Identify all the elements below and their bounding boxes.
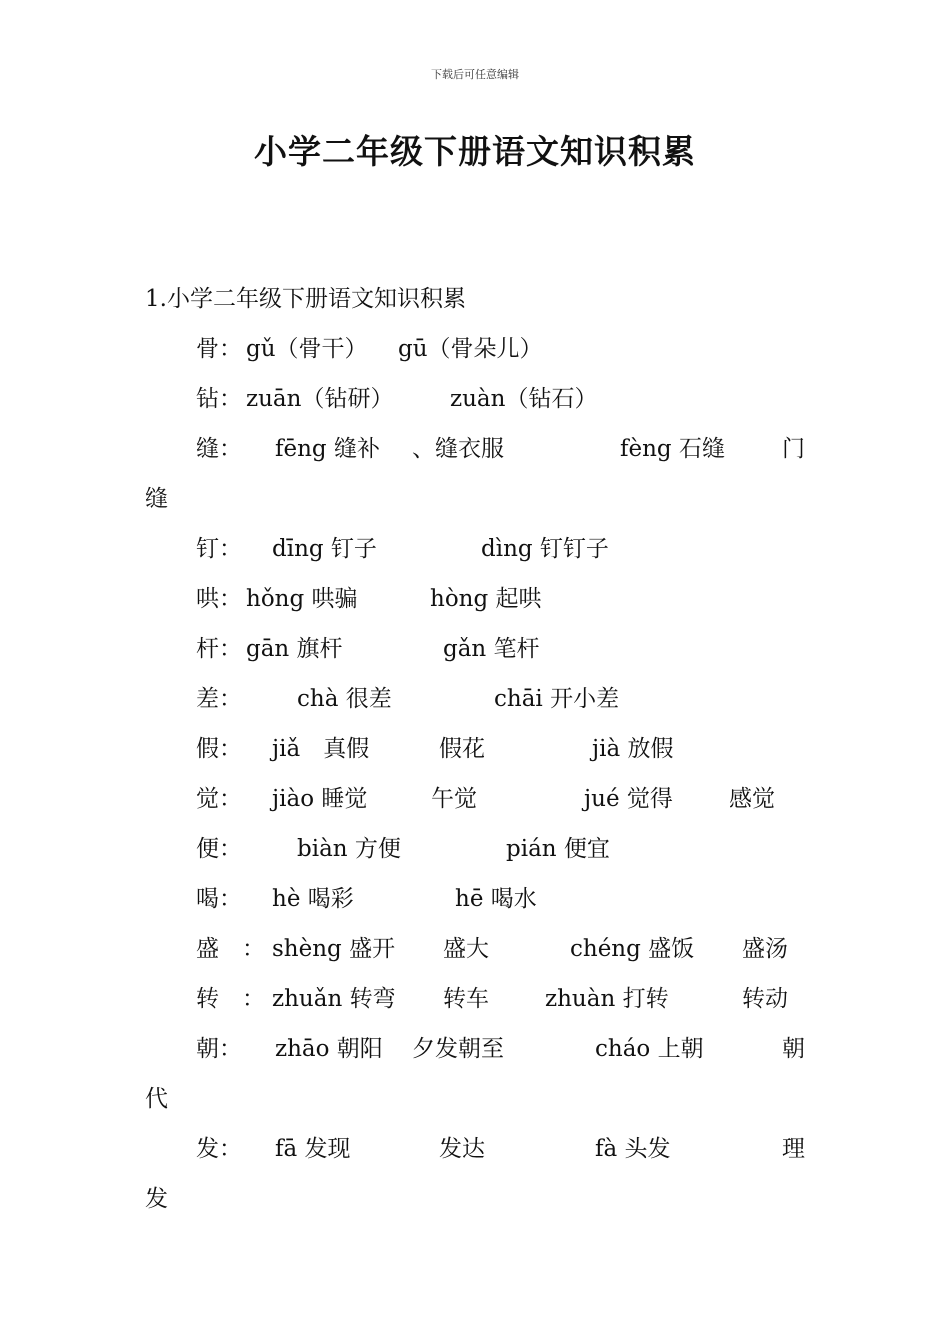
entry-char: 盛 ： bbox=[196, 936, 265, 962]
entry-reading-1: fēng 缝补 bbox=[275, 436, 380, 462]
entry-reading-2: dìng 钉钉子 bbox=[481, 536, 609, 562]
entry-reading-4: 理 bbox=[782, 1136, 805, 1162]
entry-reading-1: hǒng 哄骗 bbox=[246, 586, 358, 612]
entry-reading-4: 朝 bbox=[782, 1036, 805, 1062]
entry-hong bbox=[0, 583, 950, 633]
entry-reading-3: fà 头发 bbox=[595, 1136, 671, 1162]
entry-reading-2: chāi 开小差 bbox=[494, 686, 620, 712]
entry-reading-2: 午觉 bbox=[431, 786, 477, 812]
entry-char: 喝： bbox=[196, 886, 242, 912]
entry-reading-2: gū（骨朵儿） bbox=[398, 336, 543, 362]
entry-reading-1: biàn 方便 bbox=[297, 836, 401, 862]
entry-zhuan bbox=[0, 983, 950, 1033]
header-note: 下载后可任意编辑 bbox=[431, 68, 519, 81]
entry-bian bbox=[0, 833, 950, 883]
section-heading: 1.小学二年级下册语文知识积累 bbox=[145, 286, 466, 312]
entry-reading-3: chéng 盛饭 bbox=[570, 936, 695, 962]
entry-char: 钻： bbox=[196, 386, 242, 412]
entry-sheng bbox=[0, 933, 950, 983]
entry-zuan bbox=[0, 383, 950, 433]
entry-he bbox=[0, 883, 950, 933]
entry-reading-2: 假花 bbox=[439, 736, 485, 762]
entry-char: 假： bbox=[196, 736, 242, 762]
entry-continuation bbox=[0, 483, 950, 533]
entry-reading-1: fā 发现 bbox=[275, 1136, 351, 1162]
entry-reading-4: 门 bbox=[782, 436, 805, 462]
entry-reading-2: 夕发朝至 bbox=[412, 1036, 504, 1062]
entry-reading-4: 感觉 bbox=[729, 786, 775, 812]
entry-reading-2: hē 喝水 bbox=[455, 886, 537, 912]
entry-reading-1: shèng 盛开 bbox=[272, 936, 396, 962]
entry-reading-1: gǔ（骨干） bbox=[246, 336, 368, 362]
entry-continuation bbox=[0, 1183, 950, 1233]
entry-reading-3: zhuàn 打转 bbox=[545, 986, 669, 1012]
entry-char: 觉： bbox=[196, 786, 242, 812]
entry-reading-2: 、缝衣服 bbox=[412, 436, 504, 462]
entry-char: 朝： bbox=[196, 1036, 242, 1062]
entry-char: 转 ： bbox=[196, 986, 265, 1012]
entry-reading-3: fèng 石缝 bbox=[620, 436, 725, 462]
entry-reading-1: gān 旗杆 bbox=[246, 636, 343, 662]
entry-jia bbox=[0, 733, 950, 783]
entry-cha bbox=[0, 683, 950, 733]
entry-continuation-text: 发 bbox=[145, 1186, 168, 1212]
entry-reading-1: zhāo 朝阳 bbox=[275, 1036, 383, 1062]
document-title: 小学二年级下册语文知识积累 bbox=[254, 132, 696, 171]
entry-reading-3: jià 放假 bbox=[592, 736, 674, 762]
entry-reading-2: pián 便宜 bbox=[506, 836, 610, 862]
entry-continuation-text: 缝 bbox=[145, 486, 168, 512]
entry-reading-4: 转动 bbox=[742, 986, 788, 1012]
entry-chao bbox=[0, 1033, 950, 1083]
entry-char: 骨： bbox=[196, 336, 242, 362]
entry-char: 缝： bbox=[196, 436, 242, 462]
entry-continuation-text: 代 bbox=[145, 1086, 168, 1112]
entry-reading-2: hòng 起哄 bbox=[430, 586, 542, 612]
entry-reading-2: gǎn 笔杆 bbox=[443, 636, 540, 662]
entry-char: 哄： bbox=[196, 586, 242, 612]
entry-reading-1: jiǎ 真假 bbox=[272, 736, 370, 762]
entry-fa bbox=[0, 1133, 950, 1183]
entry-reading-1: zuān（钻研） bbox=[246, 386, 394, 412]
entry-char: 便： bbox=[196, 836, 242, 862]
entry-reading-1: dīng 钉子 bbox=[272, 536, 377, 562]
entry-reading-1: zhuǎn 转弯 bbox=[272, 986, 396, 1012]
entry-gu bbox=[0, 333, 950, 383]
entry-char: 钉： bbox=[196, 536, 242, 562]
entry-reading-2: 转车 bbox=[443, 986, 489, 1012]
entry-jue bbox=[0, 783, 950, 833]
entry-reading-2: 发达 bbox=[439, 1136, 485, 1162]
entry-reading-4: 盛汤 bbox=[742, 936, 788, 962]
entry-char: 差： bbox=[196, 686, 242, 712]
entry-reading-3: jué 觉得 bbox=[584, 786, 673, 812]
entry-feng bbox=[0, 433, 950, 483]
entry-list bbox=[0, 333, 950, 1233]
entry-gan bbox=[0, 633, 950, 683]
entry-reading-1: chà 很差 bbox=[297, 686, 392, 712]
entry-char: 发： bbox=[196, 1136, 242, 1162]
entry-ding bbox=[0, 533, 950, 583]
entry-reading-2: zuàn（钻石） bbox=[450, 386, 598, 412]
entry-reading-1: jiào 睡觉 bbox=[272, 786, 368, 812]
entry-char: 杆： bbox=[196, 636, 242, 662]
entry-reading-2: 盛大 bbox=[443, 936, 489, 962]
entry-reading-3: cháo 上朝 bbox=[595, 1036, 704, 1062]
entry-continuation bbox=[0, 1083, 950, 1133]
entry-reading-1: hè 喝彩 bbox=[272, 886, 354, 912]
